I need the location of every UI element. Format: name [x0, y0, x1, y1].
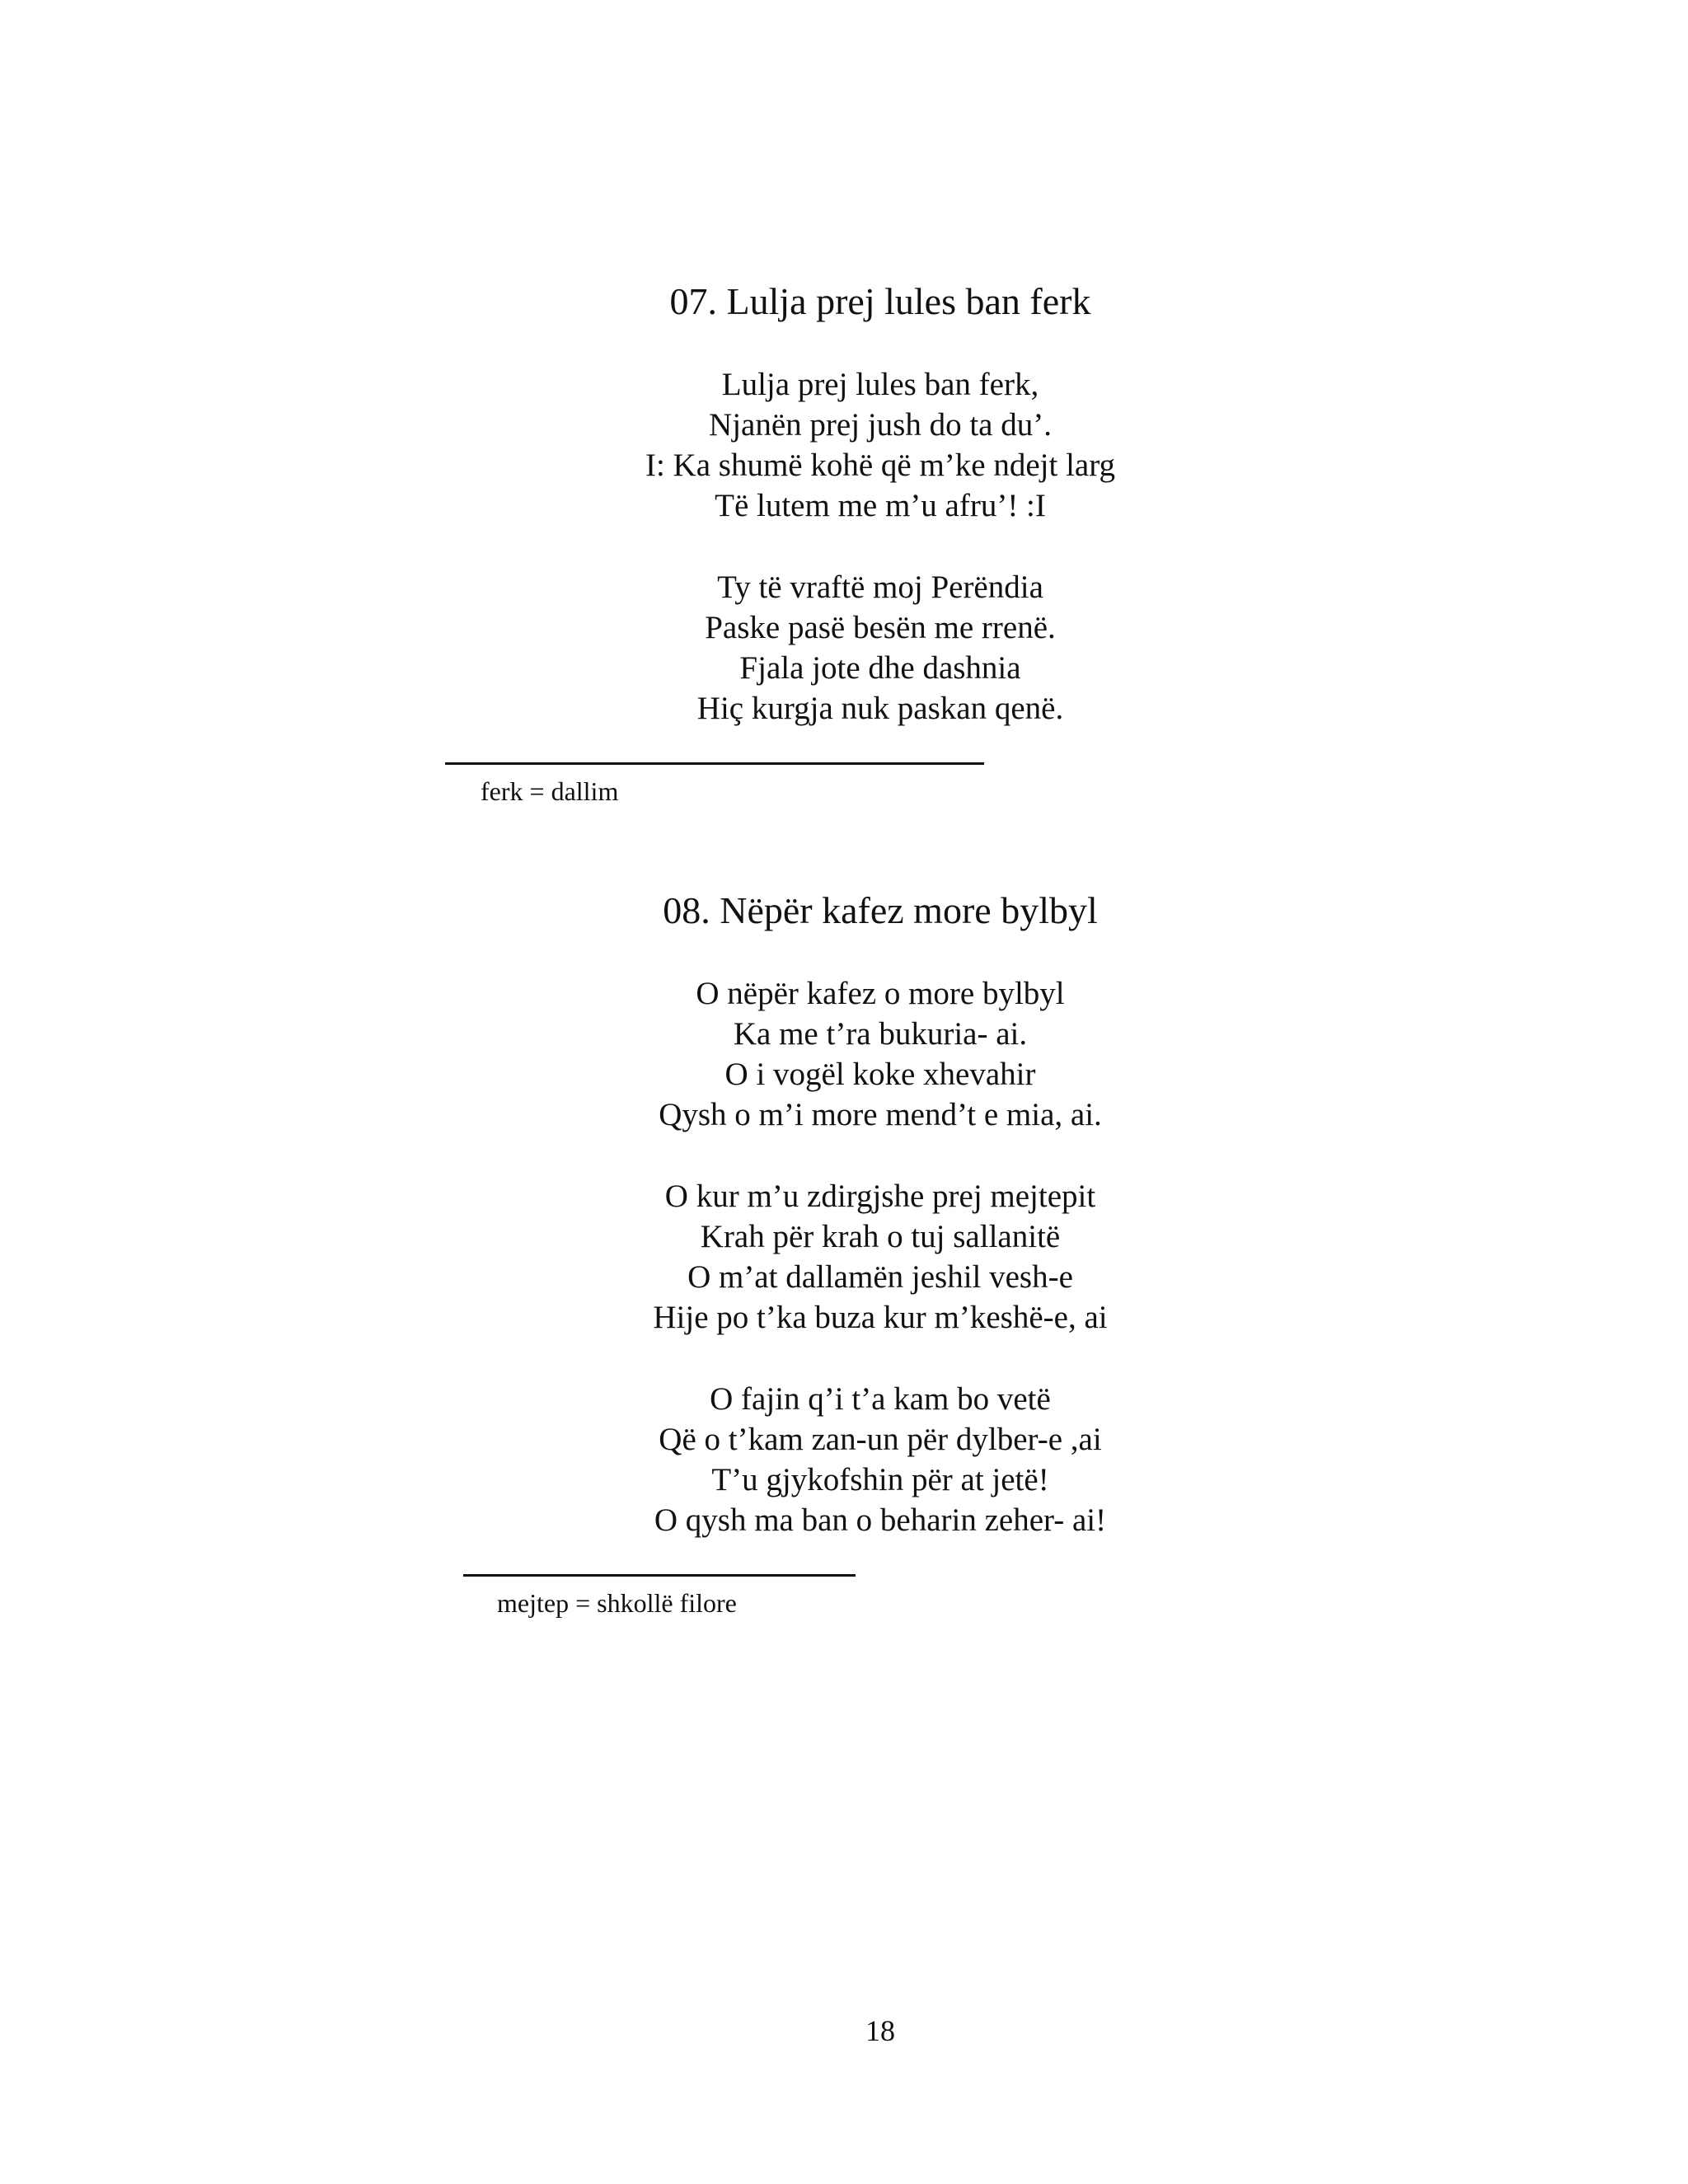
poem-title-08: 08. Nëpër kafez more bylbyl: [663, 889, 1098, 931]
stanza-07-2: [0, 567, 1688, 729]
stanza-07-1: [0, 364, 1688, 526]
verse-line: O fajin q’i t’a kam bo vetë: [710, 1381, 1051, 1417]
verse-line: Që o t’kam zan-un për dylber-e ,ai: [659, 1422, 1102, 1457]
verse-line: Ty të vraftë moj Perëndia: [717, 569, 1043, 605]
verse-line: Krah për krah o tuj sallanitë: [700, 1219, 1061, 1254]
verse-line: Të lutem me m’u afru’! :I: [715, 488, 1046, 523]
verse-line: Qysh o m’i more mend’t e mia, ai.: [659, 1097, 1102, 1132]
footnote-rule: [463, 1574, 856, 1577]
verse-line: I: Ka shumë kohë që m’ke ndejt larg: [645, 448, 1116, 483]
footnote-rule: [445, 762, 984, 765]
verse-line: Lulja prej lules ban ferk,: [721, 367, 1039, 402]
stanza-08-1: [0, 973, 1688, 1135]
verse-line: Hiç kurgja nuk paskan qenë.: [696, 691, 1064, 726]
verse-line: T’u gjykofshin për at jetë!: [711, 1462, 1049, 1497]
page-number: 18: [865, 2014, 895, 2047]
verse-line: Paske pasë besën me rrenë.: [705, 610, 1056, 645]
footnote-08: mejtep = shkollë filore: [497, 1588, 737, 1618]
verse-line: O kur m’u zdirgjshe prej mejtepit: [664, 1179, 1096, 1214]
verse-line: Fjala jote dhe dashnia: [739, 650, 1021, 686]
verse-line: O m’at dallamën jeshil vesh-e: [687, 1259, 1073, 1295]
verse-line: O i vogël koke xhevahir: [724, 1057, 1036, 1092]
footnote-07: ferk = dallim: [481, 776, 619, 806]
verse-line: O nëpër kafez o more bylbyl: [696, 976, 1065, 1011]
stanza-08-3: [0, 1379, 1688, 1540]
stanza-08-2: [0, 1176, 1688, 1338]
verse-line: Hije po t’ka buza kur m’keshë-e, ai: [653, 1300, 1108, 1335]
poem-title-07: 07. Lulja prej lules ban ferk: [669, 280, 1091, 322]
verse-line: Ka me t’ra bukuria- ai.: [733, 1016, 1028, 1052]
verse-line: Njanën prej jush do ta du’.: [709, 407, 1052, 443]
verse-line: O qysh ma ban o beharin zeher- ai!: [654, 1502, 1107, 1538]
